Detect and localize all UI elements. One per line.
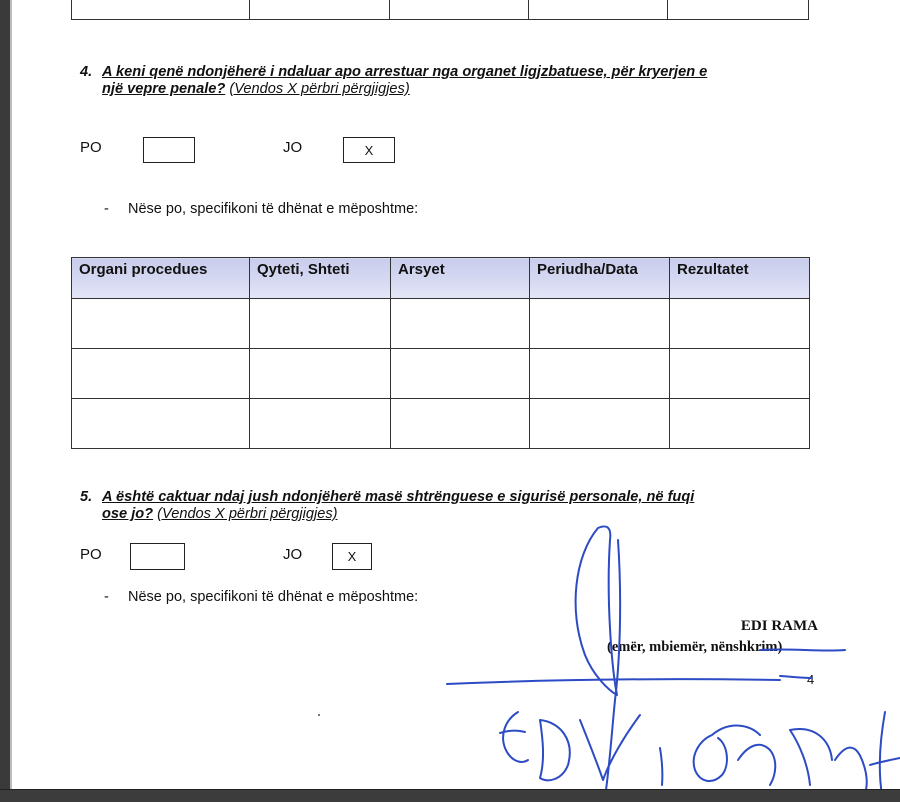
table-cell[interactable] (530, 399, 670, 449)
table-cell[interactable] (391, 349, 530, 399)
jo-label: JO (283, 546, 303, 563)
question-4 (80, 64, 707, 98)
scan-speck (318, 714, 320, 716)
jo-checkbox[interactable]: X (343, 137, 395, 163)
table-cell[interactable] (72, 399, 250, 449)
signer-name: EDI RAMA (740, 618, 818, 634)
previous-table-bottom (71, 0, 809, 20)
table-cell (72, 0, 250, 19)
table-cell (529, 0, 669, 19)
question-hint: (Vendos X përbri përgjigjes) (157, 506, 338, 522)
table-cell (668, 0, 808, 19)
table-cell[interactable] (530, 299, 670, 349)
table-cell[interactable] (670, 299, 810, 349)
table-cell[interactable] (250, 299, 391, 349)
table-cell[interactable] (670, 399, 810, 449)
column-header: Periudha/Data (530, 258, 670, 299)
table-cell (390, 0, 529, 19)
question-text-line1: A është caktuar ndaj jush ndonjëherë masë shtrënguese e sigurisë personale, në fuqi (102, 489, 695, 505)
question-text-line2: ose jo? (102, 506, 154, 522)
specify-text: Nëse po, specifikoni të dhënat e mëposhtme: (128, 201, 419, 217)
table-cell[interactable] (72, 299, 250, 349)
question-number: 5. (80, 489, 93, 505)
jo-label: JO (283, 139, 303, 156)
table-cell[interactable] (670, 349, 810, 399)
jo-checkbox[interactable]: X (332, 543, 372, 570)
column-header: Rezultatet (670, 258, 810, 299)
arrest-details-table (71, 257, 810, 449)
table-row (72, 399, 810, 449)
specify-note: - Nëse po, specifikoni të dhënat e mëposhtme: (104, 589, 419, 605)
po-label: PO (80, 546, 102, 563)
viewer-left-edge (0, 0, 10, 790)
question-text-line1: A keni qenë ndonjëherë i ndaluar apo arrestuar nga organet ligjzbatuese, për kryerjen e (102, 64, 708, 80)
viewer-bottom-edge (0, 789, 900, 802)
question-5 (80, 489, 694, 523)
question-number: 4. (80, 64, 93, 80)
po-checkbox[interactable] (143, 137, 195, 163)
specify-text: Nëse po, specifikoni të dhënat e mëposhtme: (128, 589, 419, 605)
po-checkbox[interactable] (130, 543, 185, 570)
page-number: 4 (807, 672, 815, 687)
table-cell[interactable] (391, 399, 530, 449)
table-row (72, 349, 810, 399)
table-cell[interactable] (530, 349, 670, 399)
po-label: PO (80, 139, 102, 156)
table-header-row (72, 258, 810, 299)
table-row (72, 299, 810, 349)
question-hint: (Vendos X përbri përgjigjes) (229, 81, 410, 97)
column-header: Organi procedues (72, 258, 250, 299)
table-cell[interactable] (250, 399, 391, 449)
signature-caption: (emër, mbiemër, nënshkrim) (607, 639, 783, 655)
question-text-line2: një vepre penale? (102, 81, 226, 97)
table-cell[interactable] (250, 349, 391, 399)
table-cell[interactable] (391, 299, 530, 349)
table-cell (250, 0, 391, 19)
column-header: Qyteti, Shteti (250, 258, 391, 299)
specify-note: - Nëse po, specifikoni të dhënat e mëposhtme: (104, 201, 419, 217)
table-cell[interactable] (72, 349, 250, 399)
column-header: Arsyet (391, 258, 530, 299)
